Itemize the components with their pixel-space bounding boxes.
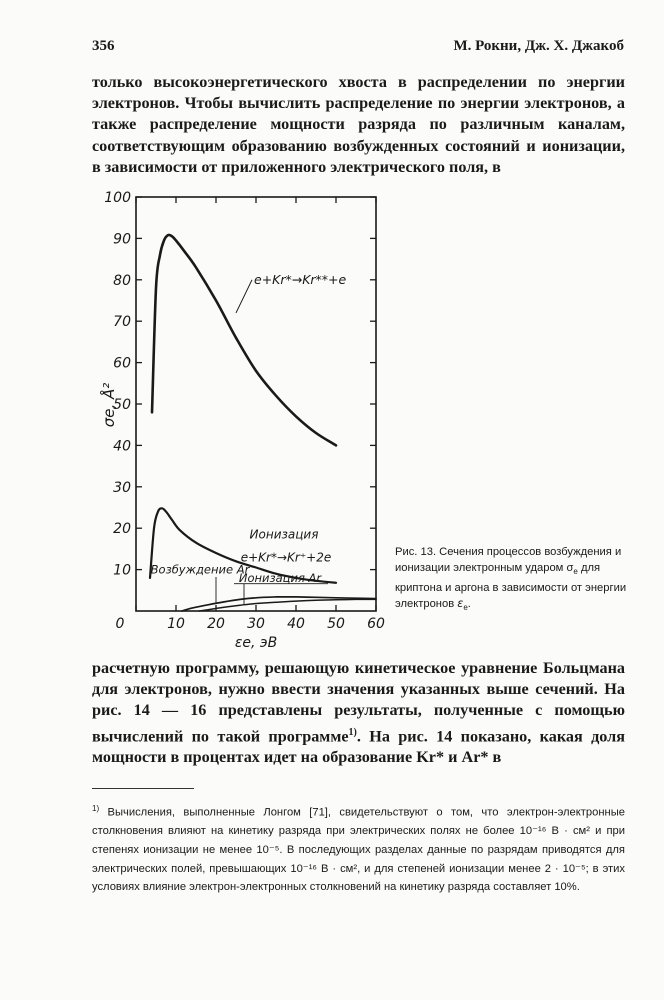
paragraph-bottom-part-1: расчетную программу, решающую кинетическое уравнение Больцмана для электронов, нужно ввести значения указанных выше сечений. На рис. 14 — 16 представлены результаты, полученные с помощью вычислений по такой программе (92, 659, 625, 745)
x-axis-title: εe, эВ (234, 635, 278, 651)
label-kr-ionization-title: Ионизация (249, 527, 319, 542)
series-line-1 (152, 235, 336, 446)
footnote-divider (92, 788, 194, 789)
x-tick-label-50: 50 (327, 616, 345, 632)
label-ar-ionization: Ионизация Ar (238, 571, 322, 586)
leader-kr-excitation (236, 280, 252, 313)
caption-sub-e-2: e (463, 603, 468, 613)
y-tick-label-70: 70 (113, 314, 131, 331)
figure-13 (100, 180, 400, 650)
y-tick-label-50: 50 (113, 397, 131, 413)
caption-epsilon: ε (457, 597, 464, 611)
page-header (92, 38, 624, 58)
paragraph-bottom (92, 658, 625, 768)
y-tick-label-100: 100 (104, 190, 131, 206)
label-kr-ionization-reaction: e+Kr*→Kr⁺+2e (240, 550, 332, 565)
y-tick-label-10: 10 (113, 562, 131, 579)
label-ar-excitation: Возбуждение Ar (150, 562, 250, 577)
plot-frame (136, 197, 376, 611)
footnote-reference[interactable]: 1) (348, 726, 357, 738)
footnote-text: Вычисления, выполненные Лонгом [71], свидетельствуют о том, что электрон-электронные столкновения влияют на кинетику разряда при электрических полях не более 10⁻¹⁶ В · см² и при степенях ионизации не менее 10⁻⁵. В последующих разделах данные по разрядам приводятся для электрических полей, превышающих 10⁻¹⁶ В · см², и для степеней ионизации менее 2 · 10⁻⁵; в этих условиях влияние электрон-электронных столкновений на кинетику разряда составляет 10%. (92, 806, 625, 894)
caption-text-3: . (467, 598, 471, 611)
x-tick-label-60: 60 (367, 616, 385, 632)
running-head: М. Рокни, Дж. Х. Джакоб (453, 38, 624, 54)
y-tick-label-40: 40 (113, 438, 131, 455)
x-tick-label-40: 40 (287, 616, 305, 632)
y-axis-title: σe, Å² (100, 382, 118, 428)
x-tick-label-10: 10 (167, 616, 185, 632)
y-tick-label-30: 30 (113, 479, 131, 496)
x-tick-label-20: 20 (207, 616, 225, 632)
y-tick-label-80: 80 (113, 272, 131, 289)
footnote-marker: 1) (92, 804, 100, 813)
figure-caption (395, 544, 627, 616)
y-tick-label-60: 60 (113, 355, 131, 372)
caption-text-2: для криптона и аргона в зависимости от энергии электронов (395, 562, 627, 611)
cross-section-chart (100, 180, 400, 650)
caption-sub-e: e (573, 567, 578, 577)
y-tick-label-20: 20 (113, 521, 131, 538)
x-tick-label-30: 30 (247, 616, 265, 632)
caption-text-1: Рис. 13. Сечения процессов возбуждения и ионизации электронным ударом σ (395, 546, 622, 574)
y-tick-label-90: 90 (113, 231, 131, 248)
label-kr-excitation: e+Kr*→Kr**+e (254, 271, 347, 287)
paragraph-top: только высокоэнергетического хвоста в распределении по энергии электронов. Чтобы вычислить распределение по энергии электронов, а также распределение мощности разряда по различным каналам, соответствующим образованию возбужденных состояний и ионизации, в зависимости от приложенного электрического поля, в (92, 73, 625, 176)
chart-labels (151, 272, 347, 605)
page-number: 356 (92, 38, 115, 54)
paragraph-bottom-part-2: . На рис. 14 показано, какая доля мощности в процентах идет на образование Kr* и Ar* в (92, 727, 625, 767)
x-tick-label-0: 0 (115, 616, 125, 632)
footnote (92, 800, 625, 897)
